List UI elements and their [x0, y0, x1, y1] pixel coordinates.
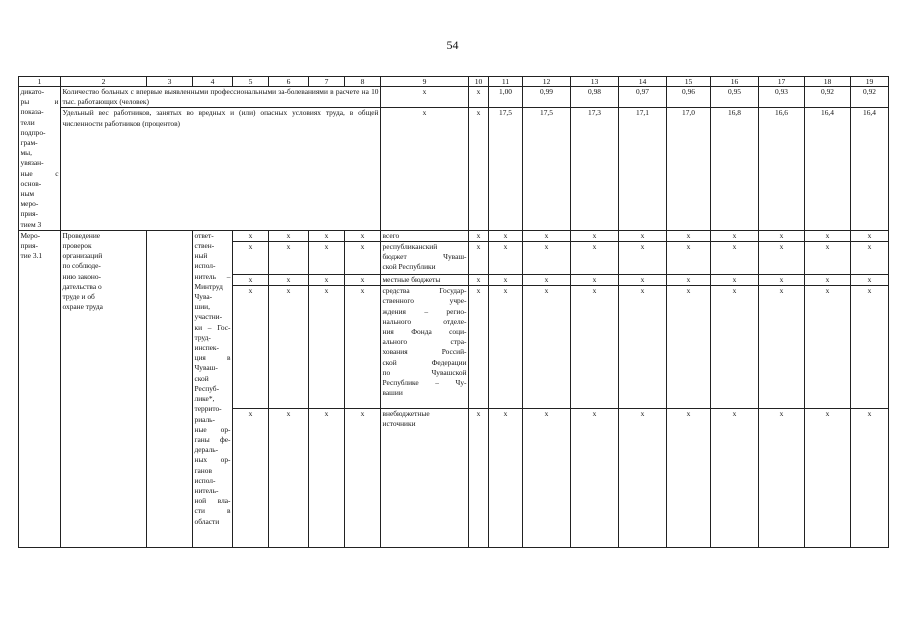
text-line: источники [382, 419, 416, 429]
activity-mark-cell: х [309, 230, 345, 241]
activity-mark-cell: х [269, 242, 309, 275]
activity-mark-cell: х [523, 409, 571, 548]
text-line: ные с [20, 168, 59, 178]
column-header: 7 [309, 77, 345, 87]
column-header: 6 [269, 77, 309, 87]
activity-mark-cell: х [667, 286, 711, 409]
indicator-value: 16,4 [851, 108, 889, 230]
column-header: 10 [469, 77, 489, 87]
indicator-value: 16,8 [711, 108, 759, 230]
activity-mark-cell: х [269, 275, 309, 286]
activity-mark-cell: х [489, 409, 523, 548]
column-header: 3 [147, 77, 193, 87]
activity-mark-cell: х [711, 409, 759, 548]
indicator-col10-cell: х [469, 87, 489, 108]
text-line: риаль- [194, 414, 216, 424]
text-line: ствен- [194, 241, 215, 251]
text-line: ждения – регио- [382, 306, 467, 316]
column-header: 14 [619, 77, 667, 87]
text-line: Проведение [62, 230, 101, 240]
activity-name [61, 230, 147, 547]
text-line: основ- [20, 178, 42, 188]
text-line: ры и [20, 97, 59, 107]
indicator-row [19, 87, 889, 108]
text-line: подпро- [20, 127, 46, 137]
column-header: 19 [851, 77, 889, 87]
activity-mark-cell: х [619, 242, 667, 275]
text-line: Чува- [194, 292, 213, 302]
activity-mark-cell: х [489, 242, 523, 275]
indicator-col10-cell: х [469, 108, 489, 230]
text-line: ной вла- [194, 496, 231, 506]
activity-mark-cell: х [309, 286, 345, 409]
text-line: шии, [194, 302, 210, 312]
activity-mark-cell: х [805, 230, 851, 241]
funding-source [381, 230, 469, 241]
activity-mark-cell: х [759, 242, 805, 275]
activity-mark-cell: х [759, 286, 805, 409]
text-line: испол- [194, 261, 216, 271]
text-line: средства Государ- [382, 286, 467, 296]
text-line: ный [194, 251, 208, 261]
text-line: вашии [382, 388, 403, 398]
text-line: труде и об [62, 292, 95, 302]
activity-mark-cell: х [619, 409, 667, 548]
activity-mark-cell: х [805, 286, 851, 409]
indicator-value: 17,1 [619, 108, 667, 230]
indicator-value: 0,95 [711, 87, 759, 108]
activity-mark-cell: х [469, 230, 489, 241]
indicator-value: 0,96 [667, 87, 711, 108]
text-line: внебюджетные [382, 409, 430, 419]
activity-col3 [147, 230, 193, 547]
indicator-value: 17,5 [489, 108, 523, 230]
activity-responsible [193, 230, 233, 547]
activity-mark-cell: х [619, 230, 667, 241]
text-line: лике*, [194, 394, 215, 404]
text-line: дательства о [62, 281, 102, 291]
activity-mark-cell: х [711, 275, 759, 286]
funding-source [381, 275, 469, 286]
column-header: 2 [61, 77, 147, 87]
column-header: 5 [233, 77, 269, 87]
text-line: нального отделе- [382, 316, 467, 326]
column-header: 4 [193, 77, 233, 87]
activity-mark-cell: х [619, 275, 667, 286]
column-header: 15 [667, 77, 711, 87]
activity-mark-cell: х [345, 286, 381, 409]
text-line: увязан- [20, 158, 44, 168]
indicator-name: Количество больных с впервые выявленными профессиональными за-болеваниями в расчете на 10 тыс. работающих (человек) [62, 87, 379, 107]
text-line: ция в [194, 353, 231, 363]
text-line: ные ор- [194, 424, 231, 434]
activity-mark-cell: х [489, 286, 523, 409]
text-line: Республике – Чу- [382, 378, 467, 388]
activity-mark-cell: х [233, 242, 269, 275]
activity-mark-cell: х [233, 275, 269, 286]
activity-mark-cell: х [759, 230, 805, 241]
activity-mark-cell: х [309, 409, 345, 548]
text-line: ской Республики [382, 262, 436, 272]
text-line: ственного учре- [382, 296, 467, 306]
activity-mark-cell: х [345, 230, 381, 241]
activity-mark-cell: х [851, 409, 889, 548]
indicator-value: 17,0 [667, 108, 711, 230]
activity-mark-cell: х [489, 230, 523, 241]
activity-source-row [19, 230, 889, 241]
indicator-source-cell: х [381, 108, 469, 230]
indicator-value: 0,99 [523, 87, 571, 108]
column-header: 8 [345, 77, 381, 87]
text-line: показа- [20, 107, 44, 117]
indicator-value: 16,6 [759, 108, 805, 230]
text-line: Респуб- [194, 383, 220, 393]
activity-mark-cell: х [571, 275, 619, 286]
text-line: испол- [194, 475, 216, 485]
text-line: ганов [194, 465, 212, 475]
activity-mark-cell: х [345, 409, 381, 548]
activity-mark-cell: х [469, 275, 489, 286]
text-line: террито- [194, 404, 222, 414]
text-line: грам- [20, 138, 38, 148]
activity-mark-cell: х [469, 409, 489, 548]
activity-mark-cell: х [571, 230, 619, 241]
text-line: нитель- [194, 485, 219, 495]
indicator-value: 1,00 [489, 87, 523, 108]
indicator-value: 0,92 [851, 87, 889, 108]
header-row [19, 77, 889, 87]
activity-mark-cell: х [759, 275, 805, 286]
text-line: ганы фе- [194, 434, 231, 444]
text-line: нию законо- [62, 271, 102, 281]
activity-mark-cell: х [667, 275, 711, 286]
activity-mark-cell: х [345, 242, 381, 275]
text-line: инспек- [194, 343, 219, 353]
column-header: 16 [711, 77, 759, 87]
activity-mark-cell: х [489, 275, 523, 286]
program-table [18, 76, 889, 548]
text-line: Меро- [20, 230, 41, 240]
text-line: труд- [194, 332, 211, 342]
activity-mark-cell: х [469, 286, 489, 409]
column-header: 11 [489, 77, 523, 87]
text-line: ным [20, 189, 35, 199]
activity-mark-cell: х [805, 275, 851, 286]
text-line: ской Федерации [382, 357, 467, 367]
text-line: по Чувашской [382, 367, 467, 377]
indicator-value: 0,93 [759, 87, 805, 108]
text-line: ных ор- [194, 455, 231, 465]
activity-mark-cell: х [805, 242, 851, 275]
indicator-value: 16,4 [805, 108, 851, 230]
activity-mark-cell: х [571, 409, 619, 548]
text-line: всего [382, 230, 400, 240]
indicator-row [19, 108, 889, 230]
activity-mark-cell: х [233, 286, 269, 409]
activity-mark-cell: х [711, 286, 759, 409]
activity-mark-cell: х [309, 242, 345, 275]
column-header: 18 [805, 77, 851, 87]
activity-mark-cell: х [469, 242, 489, 275]
column-header: 17 [759, 77, 805, 87]
activity-mark-cell: х [269, 230, 309, 241]
text-line: тие 3.1 [20, 251, 43, 261]
text-line: сти в [194, 506, 231, 516]
text-line: нитель – [194, 271, 231, 281]
text-line: ответ- [194, 230, 214, 240]
indicator-group-label [19, 87, 61, 231]
activity-mark-cell: х [309, 275, 345, 286]
activity-mark-cell: х [667, 242, 711, 275]
text-line: мы, [20, 148, 32, 158]
activity-mark-cell: х [233, 409, 269, 548]
activity-mark-cell: х [571, 242, 619, 275]
page-number: 54 [446, 38, 459, 52]
text-line: местные бюджеты [382, 275, 441, 285]
text-line: ального стра- [382, 337, 467, 347]
indicator-value: 0,97 [619, 87, 667, 108]
text-line: республиканский [382, 242, 438, 252]
activity-mark-cell: х [711, 230, 759, 241]
text-line: ской [194, 373, 209, 383]
activity-mark-cell: х [571, 286, 619, 409]
text-line: ния Фонда соци- [382, 327, 467, 337]
activity-code [19, 230, 61, 547]
indicator-value: 17,5 [523, 108, 571, 230]
activity-mark-cell: х [619, 286, 667, 409]
activity-mark-cell: х [233, 230, 269, 241]
text-line: по соблюде- [62, 261, 101, 271]
activity-mark-cell: х [851, 286, 889, 409]
table-body [19, 77, 889, 548]
column-header: 1 [19, 77, 61, 87]
text-line: ки – Гос- [194, 322, 231, 332]
text-line: хования Россий- [382, 347, 467, 357]
column-header: 12 [523, 77, 571, 87]
column-header: 9 [381, 77, 469, 87]
text-line: прия- [20, 209, 38, 219]
text-line: области [194, 516, 220, 526]
activity-mark-cell: х [269, 409, 309, 548]
text-line: проверок [62, 241, 92, 251]
indicator-value: 0,92 [805, 87, 851, 108]
text-line: дикато- [20, 87, 45, 96]
text-line: Чуваш- [194, 363, 218, 373]
text-line: тели [20, 117, 35, 127]
funding-source [381, 286, 469, 409]
funding-source [381, 242, 469, 275]
activity-mark-cell: х [711, 242, 759, 275]
activity-mark-cell: х [851, 275, 889, 286]
activity-mark-cell: х [759, 409, 805, 548]
activity-mark-cell: х [269, 286, 309, 409]
activity-mark-cell: х [851, 230, 889, 241]
activity-mark-cell: х [851, 242, 889, 275]
activity-mark-cell: х [523, 275, 571, 286]
text-line: прия- [20, 241, 38, 251]
text-line: охране труда [62, 302, 103, 312]
indicator-source-cell: х [381, 87, 469, 108]
activity-mark-cell: х [345, 275, 381, 286]
activity-mark-cell: х [667, 409, 711, 548]
text-line: участни- [194, 312, 223, 322]
column-header: 13 [571, 77, 619, 87]
activity-mark-cell: х [523, 242, 571, 275]
activity-mark-cell: х [667, 230, 711, 241]
text-line: меро- [20, 199, 39, 209]
text-line: Минтруд [194, 281, 223, 291]
funding-source [381, 409, 469, 548]
text-line: дераль- [194, 445, 219, 455]
activity-mark-cell: х [805, 409, 851, 548]
indicator-name: Удельный вес работников, занятых во вредных и (или) опасных условиях труда, в общей численности работников (процентов) [61, 108, 381, 230]
text-line: тием 3 [20, 219, 42, 229]
activity-mark-cell: х [523, 230, 571, 241]
indicator-value: 0,98 [571, 87, 619, 108]
indicator-value: 17,3 [571, 108, 619, 230]
text-line: организаций [62, 251, 103, 261]
activity-mark-cell: х [523, 286, 571, 409]
text-line: бюджет Чуваш- [382, 252, 467, 262]
